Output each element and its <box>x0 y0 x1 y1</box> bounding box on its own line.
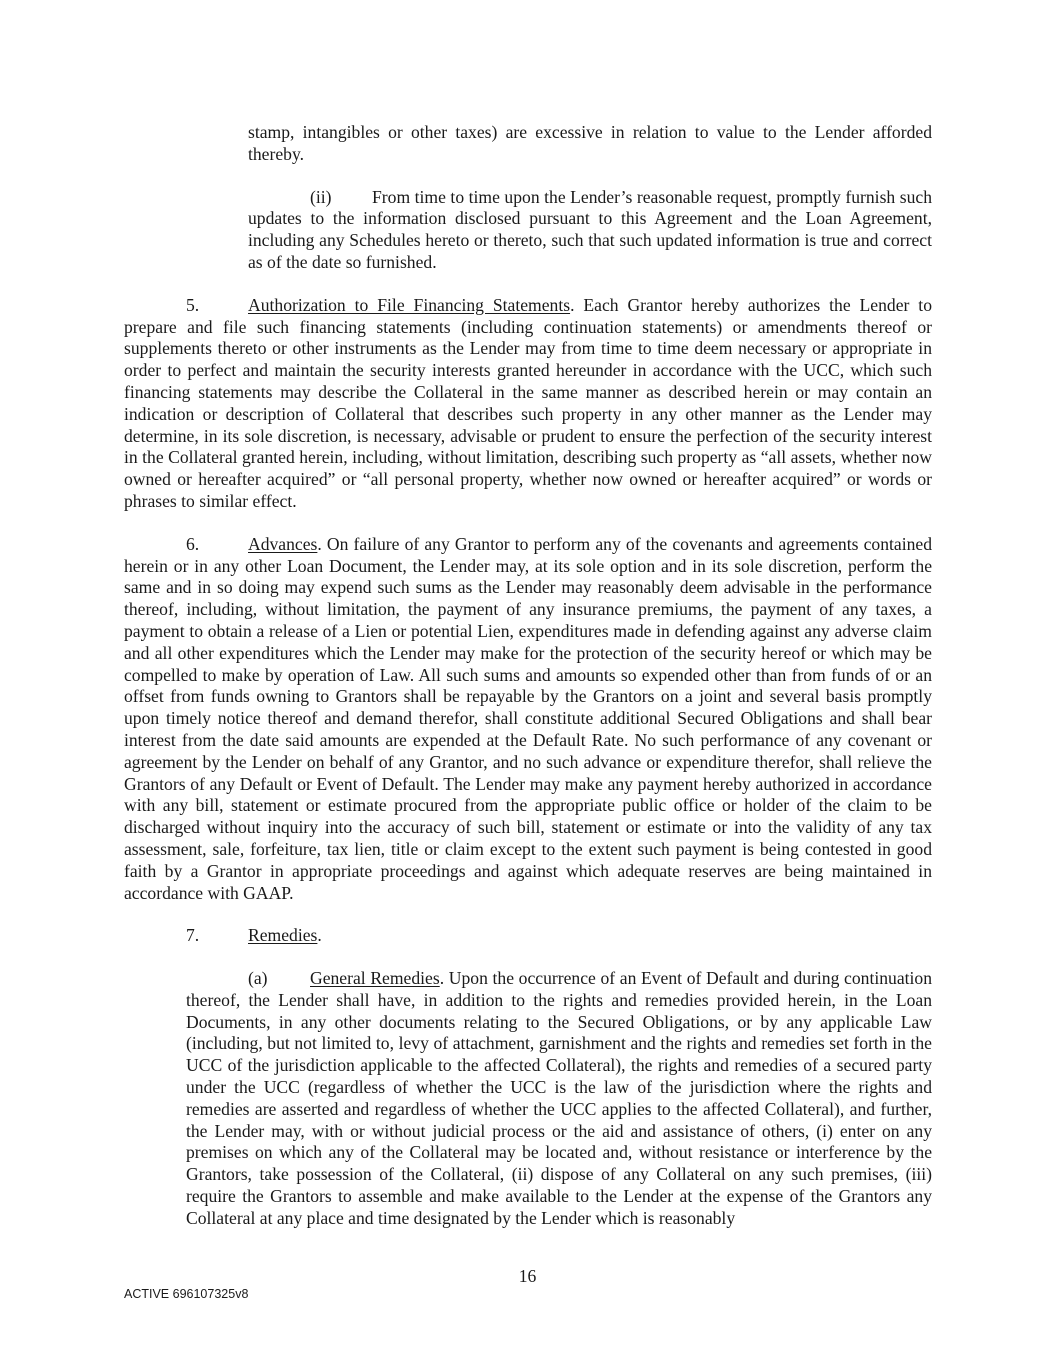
document-id-footer: ACTIVE 696107325v8 <box>124 1287 249 1301</box>
section-6-heading: Advances <box>248 533 318 554</box>
section-5-number: 5. <box>186 294 200 315</box>
section-7-heading: Remedies <box>248 925 318 946</box>
subsection-ii-marker: (ii) <box>310 186 332 207</box>
document-page <box>124 122 932 1251</box>
section-6-text: . On failure of any Grantor to perform any of the covenants and agreements contained herein or in any other Loan Document, the Lender may, at its sole option and in its sole discretion, perform the same and in so doing may expend such sums as the Lender may reasonably deem advisable in the performance thereof, including, without limitation, the payment of any insurance premiums, the payment of any taxes, a payment to obtain a release of a Lien or potential Lien, expenditures made in defending against any adverse claim and all other expenditures which the Lender may make for the protection of the security hereof or which may be compelled to make by operation of Law. All such sums and amounts so expended other than from funds of or an offset from funds owning to Grantors shall be repayable by the Grantors on a joint and several basis promptly upon timely notice thereof and demand therefor, shall constitute additional Secured Obligations and shall bear interest from the date said amounts are expended at the Default Rate. No such performance of any covenant or agreement by the Lender on behalf of any Grantor, and no such advance or expenditure therefor, shall relieve the Grantors of any Default or Event of Default. The Lender may make any payment hereby authorized in accordance with any bill, statement or estimate procured from the appropriate public office or holder of the claim to be discharged without inquiry into the accuracy of such bill, statement or estimate or into the validity of any tax assessment, sale, forfeiture, tax lien, title or claim except to the extent such payment is being contested in good faith by a Grantor in appropriate proceedings and against which adequate reserves are being maintained in accordance with GAAP. <box>124 533 932 903</box>
section-5 <box>124 295 932 513</box>
section-5-text: . Each Grantor hereby authorizes the Lender to prepare and file such financing statements (including continuation statements) or amendments thereof or supplements thereto or other instruments as the Lender may from time to time deem necessary or appropriate in order to perfect and maintain the security interests granted hereunder in accordance with the UCC, which such financing statements may describe the Collateral in the same manner as described herein or may contain an indication or description of Collateral that describes such property in any other manner as the Lender may determine, in its sole discretion, is necessary, advisable or prudent to ensure the perfection of the security interest in the Collateral granted herein, including, without limitation, describing such property as “all assets, whether now owned or hereafter acquired” or “all personal property, whether now owned or hereafter acquired” or words or phrases to similar effect. <box>124 294 932 511</box>
subsection-ii <box>248 187 932 274</box>
section-6 <box>124 534 932 905</box>
subsection-a-text: . Upon the occurrence of an Event of Default and during continuation thereof, the Lender shall have, in addition to the rights and remedies provided herein, in the Loan Documents, in any other documents relating to the Secured Obligations, or by any applicable Law (including, but not limited to, levy of attachment, garnishment and the rights and remedies set forth in the UCC of the jurisdiction applicable to the affected Collateral), the rights and remedies of a secured party under the UCC (regardless of whether the UCC is the law of the jurisdiction where the rights and remedies are asserted and regardless of whether the UCC applies to the affected Collateral), and further, the Lender may, with or without judicial process or the aid and assistance of others, (i) enter on any premises on which any of the Collateral may be located and, without resistance or interference by the Grantors, take possession of the Collateral, (ii) dispose of any Collateral on any such premises, (iii) require the Grantors to assemble and make available to the Lender at the expense of the Grantors any Collateral at any place and time designated by the Lender which is reasonably <box>186 968 932 1228</box>
section-7-suffix: . <box>317 925 322 946</box>
section-7-number: 7. <box>186 925 200 946</box>
section-5-heading: Authorization to File Financing Statements <box>248 294 571 315</box>
subsection-ii-text: From time to time upon the Lender’s reasonable request, promptly furnish such updates to the information disclosed pursuant to this Agreement and the Loan Agreement, including any Schedules hereto or thereto, such that such updated information is true and correct as of the date so furnished. <box>248 186 932 272</box>
subsection-a <box>186 968 932 1230</box>
continued-paragraph-text: stamp, intangibles or other taxes) are excessive in relation to value to the Lender afforded thereby. <box>248 122 932 164</box>
section-7 <box>124 925 932 947</box>
subsection-a-marker: (a) <box>248 968 268 989</box>
page-number: 16 <box>518 1266 537 1286</box>
continued-paragraph <box>248 122 932 166</box>
section-6-number: 6. <box>186 533 200 554</box>
subsection-a-heading: General Remedies <box>310 968 440 989</box>
